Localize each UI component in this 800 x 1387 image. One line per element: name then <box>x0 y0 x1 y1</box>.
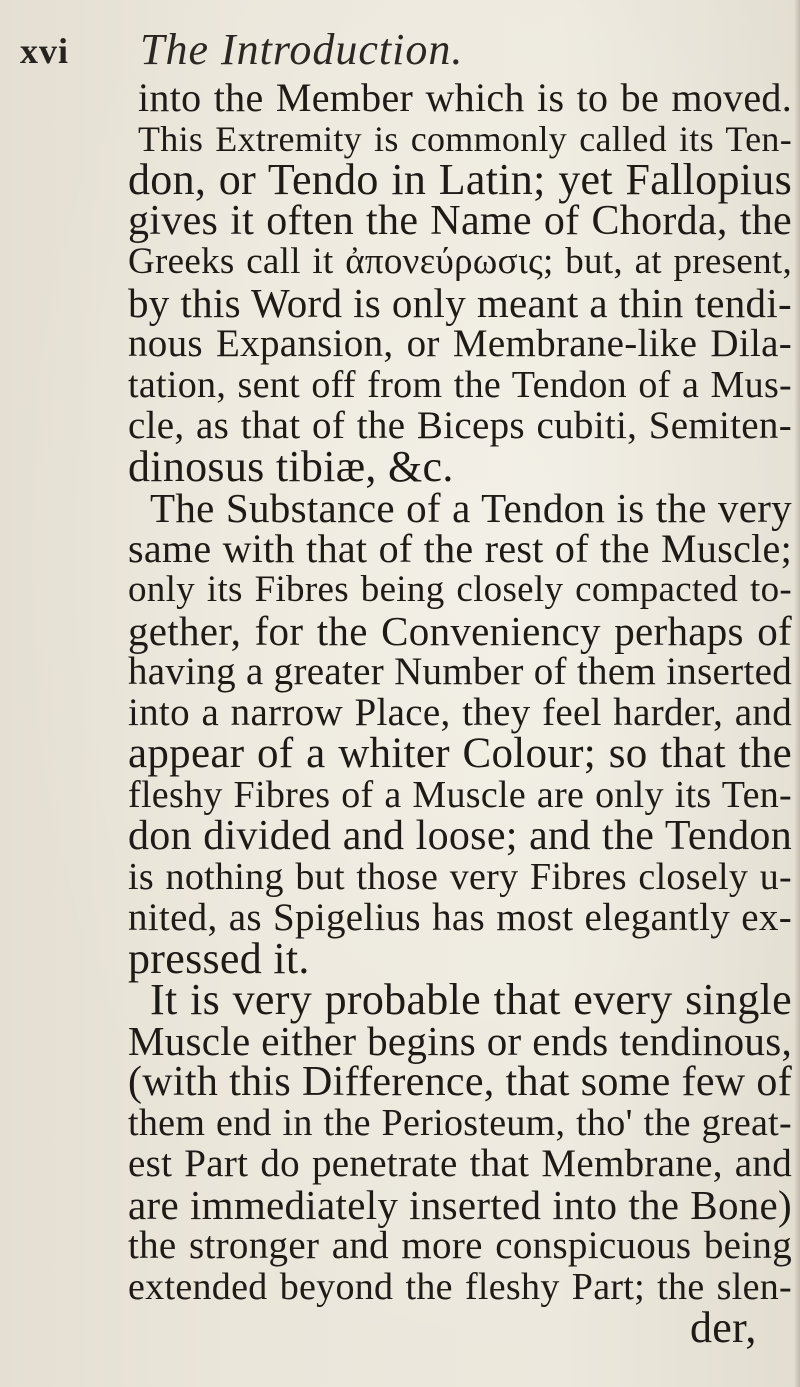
page-number: xvi <box>20 31 70 71</box>
text-line: nited, as Spigelius has most elegantly ex- <box>128 896 792 939</box>
catchword: der, <box>690 1303 757 1352</box>
text-line: them end in the Periosteum, tho' the great- <box>128 1102 792 1144</box>
text-line: Muscle either begins or ends tendinous, <box>128 1018 792 1064</box>
text-line: Greeks call it ἀπονεύρωσις; but, at present, <box>128 241 792 282</box>
text-line: are immediately inserted into the Bone) <box>128 1182 792 1228</box>
text-line: only its Fibres being closely compacted to- <box>128 569 792 610</box>
text-line: don divided and loose; and the Tendon <box>128 813 792 859</box>
text-line: by this Word is only meant a thin tendi- <box>128 280 792 326</box>
text-line: (with this Difference, that some few of <box>128 1059 792 1105</box>
running-head: The Introduction. <box>140 25 464 74</box>
text-line: fleshy Fibres of a Muscle are only its Ten- <box>128 774 792 816</box>
text-line: appear of a whiter Colour; so that the <box>128 730 792 777</box>
text-line: don, or Tendo in Latin; yet Fallopius <box>128 155 792 204</box>
text-line: having a greater Number of them inserted <box>128 650 792 693</box>
text-line: gives it often the Name of Chorda, the <box>128 198 792 244</box>
text-line: nous Expansion, or Membrane-like Dila- <box>128 322 792 365</box>
text-line: The Substance of a Tendon is the very <box>150 485 792 531</box>
text-line: into the Member which is to be moved. <box>138 75 792 120</box>
text-line: extended beyond the fleshy Part; the slen- <box>128 1266 792 1308</box>
text-line: dinosus tibiæ, &c. <box>128 442 454 491</box>
text-line: cle, as that of the Biceps cubiti, Semiten- <box>128 404 792 447</box>
text-line: tation, sent off from the Tendon of a Mus- <box>128 364 792 406</box>
text-line: est Part do penetrate that Membrane, and <box>128 1142 792 1185</box>
text-line: gether, for the Conveniency perhaps of <box>128 608 792 654</box>
text-line: This Extremity is commonly called its Ten- <box>138 119 792 159</box>
text-line: is nothing but those very Fibres closely u- <box>128 856 792 898</box>
text-line: the stronger and more conspicuous being <box>128 1224 792 1267</box>
text-line: It is very probable that every single <box>150 975 792 1024</box>
text-line: into a narrow Place, they feel harder, and <box>128 691 792 734</box>
text-line: pressed it. <box>128 934 310 983</box>
text-line: same with that of the rest of the Muscle; <box>128 526 792 571</box>
